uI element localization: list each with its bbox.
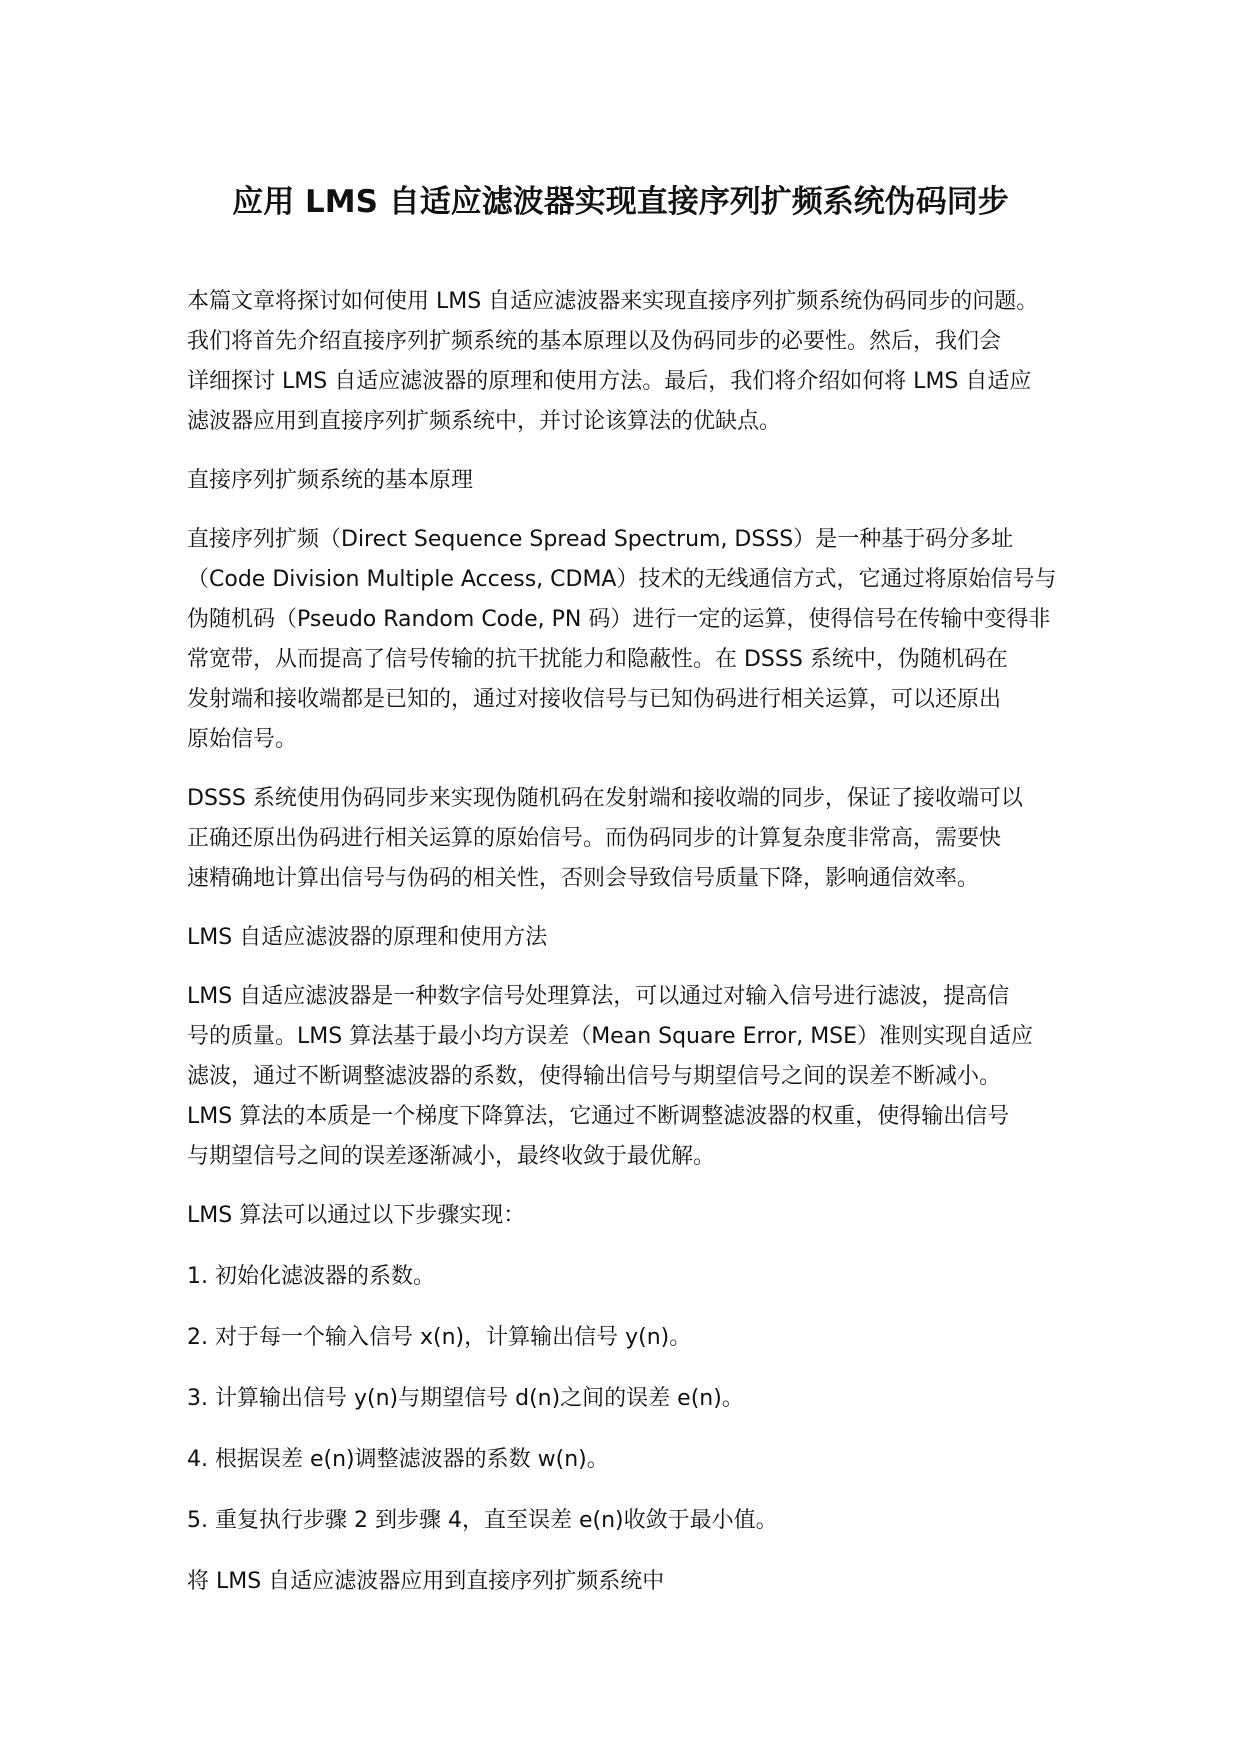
intro-line: 滤波器应用到直接序列扩频系统中，并讨论该算法的优缺点。 bbox=[187, 409, 782, 434]
steps-intro: LMS 算法可以通过以下步骤实现： bbox=[187, 1203, 526, 1228]
dsss-paragraph bbox=[187, 520, 1067, 760]
sync-paragraph bbox=[187, 779, 1067, 899]
dsss-line: （Code Division Multiple Access, CDMA）技术的无线通信方式，它通过将原始信号与 bbox=[187, 567, 1057, 592]
lms-line: 号的质量。LMS 算法基于最小均方误差（Mean Square Error, MSE）准则实现自适应 bbox=[187, 1024, 1034, 1049]
lms-line: 与期望信号之间的误差逐渐减小，最终收敛于最优解。 bbox=[187, 1144, 716, 1169]
step-item: 4. 根据误差 e(n)调整滤波器的系数 w(n)。 bbox=[187, 1447, 609, 1472]
document-title: 应用 LMS 自适应滤波器实现直接序列扩频系统伪码同步 bbox=[232, 184, 1009, 220]
dsss-line: 常宽带，从而提高了信号传输的抗干扰能力和隐蔽性。在 DSSS 系统中，伪随机码在 bbox=[187, 647, 1008, 672]
step-item: 5. 重复执行步骤 2 到步骤 4，直至误差 e(n)收敛于最小值。 bbox=[187, 1508, 778, 1533]
dsss-line: 发射端和接收端都是已知的，通过对接收信号与已知伪码进行相关运算，可以还原出 bbox=[187, 687, 1002, 712]
section-heading-lms-principle: LMS 自适应滤波器的原理和使用方法 bbox=[187, 925, 548, 950]
lms-line: LMS 算法的本质是一个梯度下降算法，它通过不断调整滤波器的权重，使得输出信号 bbox=[187, 1104, 1010, 1129]
sync-line: 正确还原出伪码进行相关运算的原始信号。而伪码同步的计算复杂度非常高，需要快 bbox=[187, 826, 1002, 851]
lms-paragraph bbox=[187, 977, 1067, 1177]
dsss-line: 直接序列扩频（Direct Sequence Spread Spectrum, DSSS）是一种基于码分多址 bbox=[187, 527, 1014, 552]
intro-line: 本篇文章将探讨如何使用 LMS 自适应滤波器来实现直接序列扩频系统伪码同步的问题。 bbox=[187, 289, 1039, 314]
step-item: 2. 对于每一个输入信号 x(n)，计算输出信号 y(n)。 bbox=[187, 1325, 692, 1350]
step-item: 1. 初始化滤波器的系数。 bbox=[187, 1264, 435, 1289]
sync-line: DSSS 系统使用伪码同步来实现伪随机码在发射端和接收端的同步，保证了接收端可以 bbox=[187, 786, 1023, 811]
section-heading-dsss-principle: 直接序列扩频系统的基本原理 bbox=[187, 468, 474, 493]
dsss-line: 伪随机码（Pseudo Random Code, PN 码）进行一定的运算，使得信号在传输中变得非 bbox=[187, 607, 1051, 632]
document-body bbox=[187, 282, 1067, 1621]
intro-paragraph bbox=[187, 282, 1067, 442]
dsss-line: 原始信号。 bbox=[187, 727, 298, 752]
intro-line: 我们将首先介绍直接序列扩频系统的基本原理以及伪码同步的必要性。然后，我们会 bbox=[187, 329, 1002, 354]
section-heading-application: 将 LMS 自适应滤波器应用到直接序列扩频系统中 bbox=[187, 1569, 665, 1594]
step-item: 3. 计算输出信号 y(n)与期望信号 d(n)之间的误差 e(n)。 bbox=[187, 1386, 744, 1411]
sync-line: 速精确地计算出信号与伪码的相关性，否则会导致信号质量下降，影响通信效率。 bbox=[187, 866, 980, 891]
lms-line: LMS 自适应滤波器是一种数字信号处理算法，可以通过对输入信号进行滤波，提高信 bbox=[187, 984, 1010, 1009]
intro-line: 详细探讨 LMS 自适应滤波器的原理和使用方法。最后，我们将介绍如何将 LMS 自适应 bbox=[187, 369, 1032, 394]
lms-line: 滤波，通过不断调整滤波器的系数，使得输出信号与期望信号之间的误差不断减小。 bbox=[187, 1064, 1002, 1089]
